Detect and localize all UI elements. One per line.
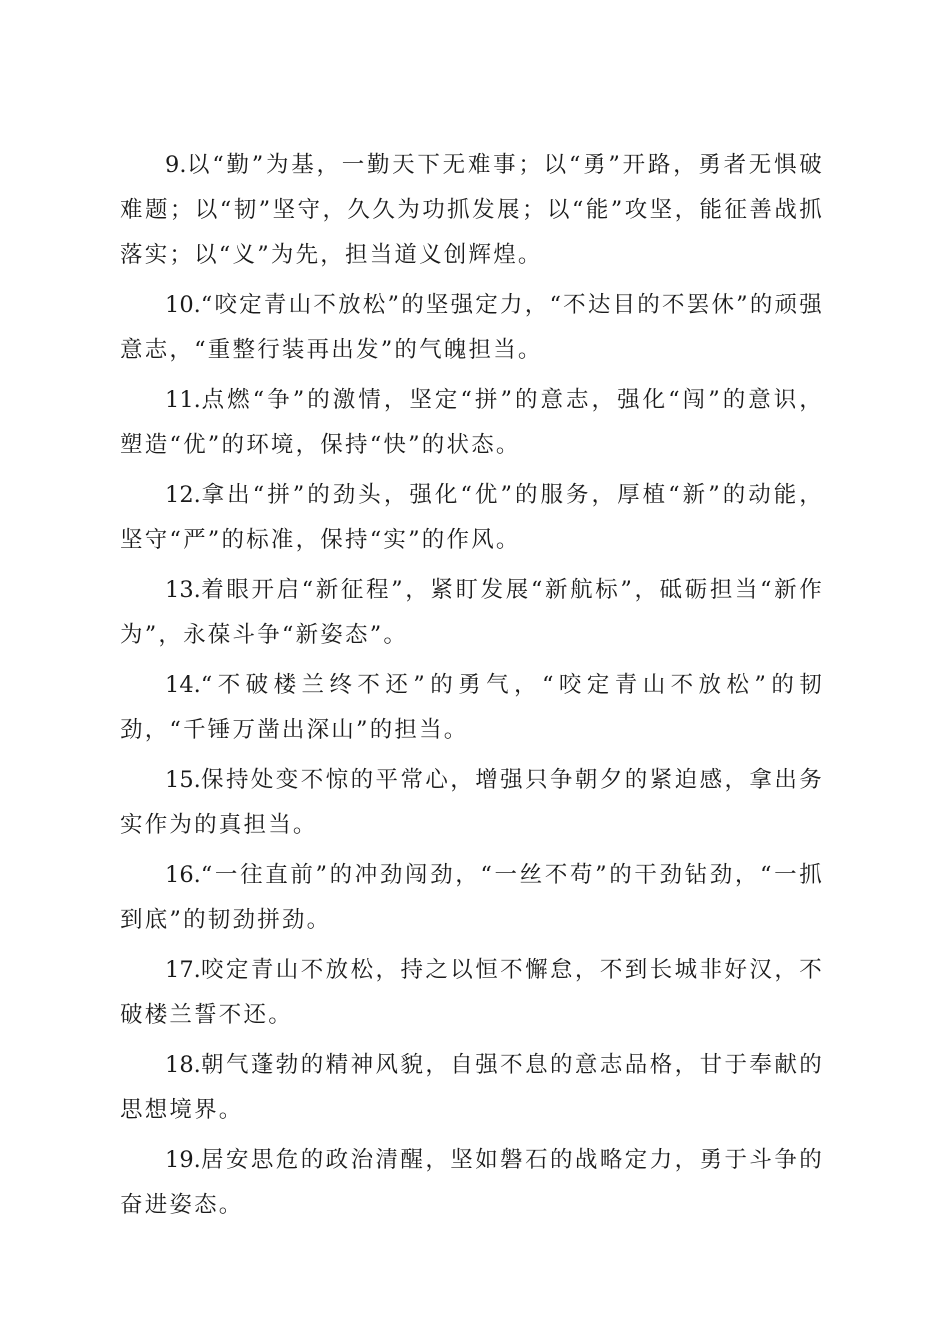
document-body — [120, 143, 824, 1233]
paragraph-text: 以“勤”为基，一勤天下无难事；以“勇”开路，勇者无惧破难题；以“韧”坚守，久久为功抓发展；以“能”攻坚，能征善战抓落实；以“义”为先，担当道义创辉煌。 — [120, 152, 824, 268]
paragraph-9 — [120, 143, 824, 278]
paragraph-text: 保持处变不惊的平常心，增强只争朝夕的紧迫感，拿出务实作为的真担当。 — [120, 767, 824, 838]
paragraph-text: 着眼开启“新征程”，紧盯发展“新航标”，砥砺担当“新作为”，永葆斗争“新姿态”。 — [120, 577, 824, 648]
paragraph-number: 19. — [165, 1147, 201, 1173]
paragraph-number: 12. — [165, 482, 201, 508]
paragraph-16 — [120, 853, 824, 943]
paragraph-14 — [120, 663, 824, 753]
paragraph-text: “一往直前”的冲劲闯劲，“一丝不苟”的干劲钻劲，“一抓到底”的韧劲拼劲。 — [120, 862, 824, 933]
paragraph-text: 咬定青山不放松，持之以恒不懈怠，不到长城非好汉，不破楼兰誓不还。 — [120, 957, 824, 1028]
paragraph-text: 点燃“争”的激情，坚定“拼”的意志，强化“闯”的意识，塑造“优”的环境，保持“快”的状态。 — [120, 387, 824, 458]
paragraph-15 — [120, 758, 824, 848]
paragraph-number: 18. — [165, 1052, 201, 1078]
paragraph-number: 11. — [165, 387, 201, 413]
paragraph-number: 9. — [165, 152, 187, 178]
paragraph-text: 朝气蓬勃的精神风貌，自强不息的意志品格，甘于奉献的思想境界。 — [120, 1052, 824, 1123]
paragraph-text: “咬定青山不放松”的坚强定力，“不达目的不罢休”的顽强意志，“重整行装再出发”的气魄担当。 — [120, 292, 824, 363]
paragraph-number: 14. — [165, 672, 201, 698]
paragraph-12 — [120, 473, 824, 563]
paragraph-number: 17. — [165, 957, 201, 983]
paragraph-number: 15. — [165, 767, 201, 793]
paragraph-text: “不破楼兰终不还”的勇气，“咬定青山不放松”的韧劲，“千锤万凿出深山”的担当。 — [120, 672, 824, 743]
paragraph-10 — [120, 283, 824, 373]
paragraph-11 — [120, 378, 824, 468]
paragraph-19 — [120, 1138, 824, 1228]
paragraph-text: 居安思危的政治清醒，坚如磐石的战略定力，勇于斗争的奋进姿态。 — [120, 1147, 824, 1218]
paragraph-13 — [120, 568, 824, 658]
paragraph-18 — [120, 1043, 824, 1133]
paragraph-text: 拿出“拼”的劲头，强化“优”的服务，厚植“新”的动能，坚守“严”的标准，保持“实”的作风。 — [120, 482, 824, 553]
paragraph-number: 16. — [165, 862, 201, 888]
paragraph-number: 10. — [165, 292, 201, 318]
paragraph-number: 13. — [165, 577, 201, 603]
paragraph-17 — [120, 948, 824, 1038]
